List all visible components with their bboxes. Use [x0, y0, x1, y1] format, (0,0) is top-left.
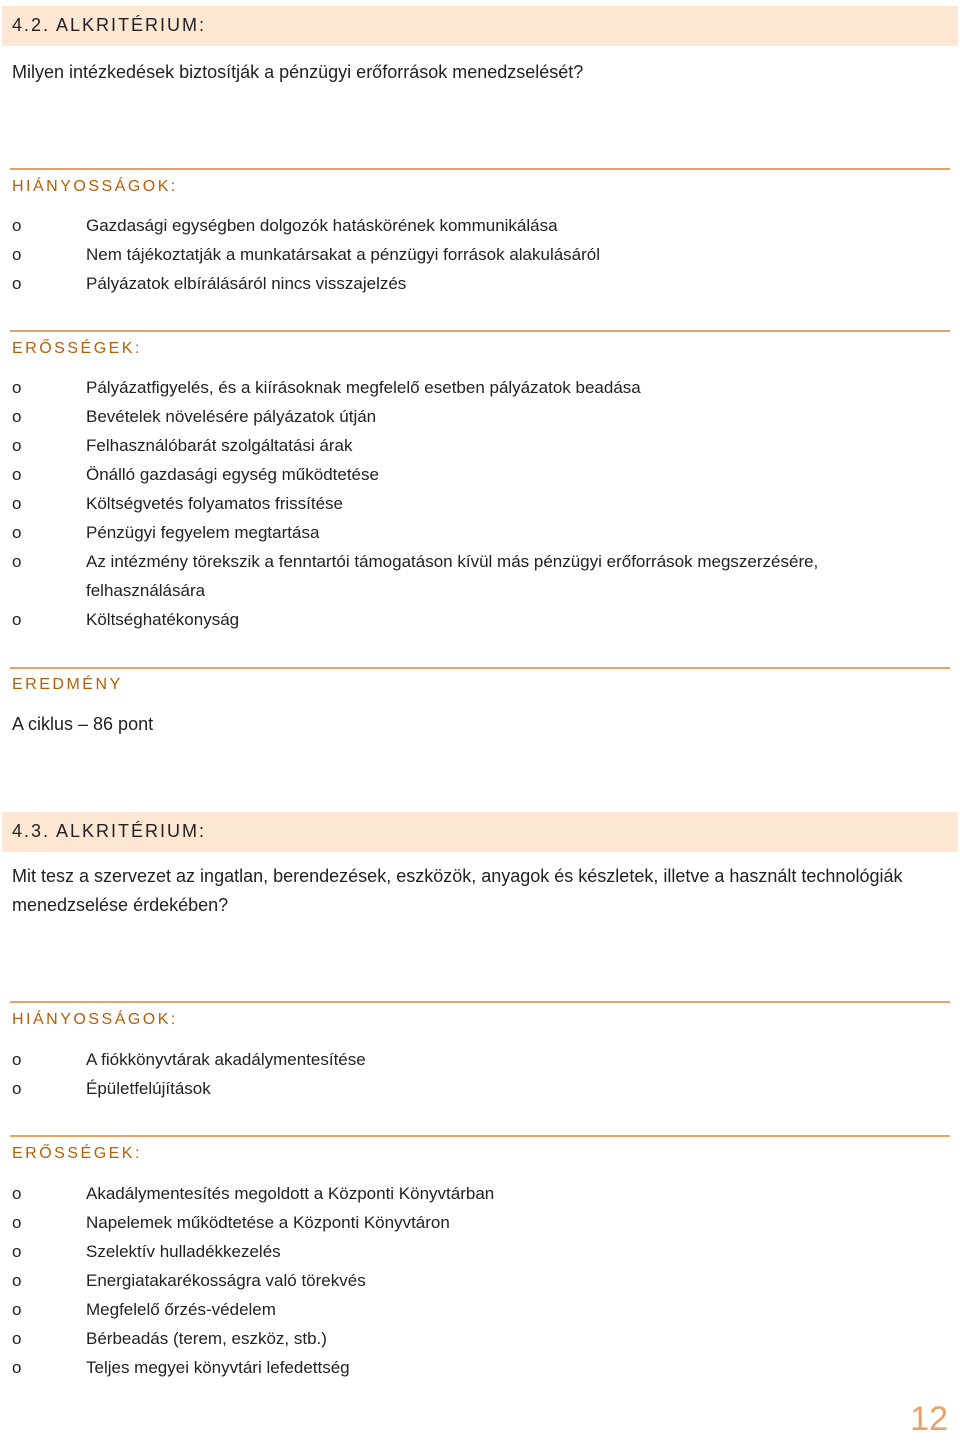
- bullet-icon: o: [12, 1329, 22, 1348]
- bullet-icon: o: [12, 274, 22, 293]
- section-title-band: [2, 6, 958, 46]
- bullet-icon: o: [12, 1213, 22, 1232]
- list-item: [0, 518, 960, 547]
- list-item: [0, 1295, 960, 1324]
- list-item: [0, 1045, 960, 1074]
- list-item-text: A fiókkönyvtárak akadálymentesítése: [86, 1050, 366, 1069]
- list-item-text: Energiatakarékosságra való törekvés: [86, 1271, 366, 1290]
- list-item-text: Napelemek működtetése a Központi Könyvtáron: [86, 1213, 450, 1232]
- list-item: [0, 460, 960, 489]
- bullet-icon: o: [12, 407, 22, 426]
- bullet-icon: o: [12, 523, 22, 542]
- section-title: 4.2. ALKRITÉRIUM:: [12, 15, 207, 35]
- list-item: [0, 431, 960, 460]
- section-title: 4.3. ALKRITÉRIUM:: [12, 821, 207, 841]
- list-item: [0, 1179, 960, 1208]
- list-item: [0, 1266, 960, 1295]
- list-item: [0, 1324, 960, 1353]
- list-item-text: Megfelelő őrzés-védelem: [86, 1300, 276, 1319]
- bullet-icon: o: [12, 1271, 22, 1290]
- bullet-icon: o: [12, 465, 22, 484]
- list-item-text: Pénzügyi fegyelem megtartása: [86, 523, 320, 542]
- strengths-list: [0, 373, 960, 634]
- list-item-text: Bérbeadás (terem, eszköz, stb.): [86, 1329, 327, 1348]
- list-item: [0, 1074, 960, 1103]
- list-item-text: Szelektív hulladékkezelés: [86, 1242, 281, 1261]
- list-item-text: Az intézmény törekszik a fenntartói támogatáson kívül más pénzügyi erőforrások megszerzésére, felhasználására: [86, 552, 819, 600]
- bullet-icon: o: [12, 1079, 22, 1098]
- divider: [10, 168, 950, 170]
- bullet-icon: o: [12, 552, 22, 571]
- bullet-icon: o: [12, 436, 22, 455]
- list-item: [0, 489, 960, 518]
- section-title-band: [2, 812, 958, 852]
- strengths-list: [0, 1179, 960, 1382]
- bullet-icon: o: [12, 1184, 22, 1203]
- bullet-icon: o: [12, 1050, 22, 1069]
- bullet-icon: o: [12, 610, 22, 629]
- list-item-text: Önálló gazdasági egység működtetése: [86, 465, 379, 484]
- list-item: [0, 547, 960, 605]
- bullet-icon: o: [12, 378, 22, 397]
- list-item-text: Költséghatékonyság: [86, 610, 240, 629]
- weaknesses-heading: HIÁNYOSSÁGOK:: [12, 1011, 178, 1028]
- divider: [10, 1001, 950, 1003]
- list-item: [0, 1353, 960, 1382]
- list-item-text: Gazdasági egységben dolgozók hatáskörének kommunikálása: [86, 216, 558, 235]
- list-item: [0, 1237, 960, 1266]
- bullet-icon: o: [12, 1358, 22, 1377]
- list-item-text: Nem tájékoztatják a munkatársakat a pénzügyi források alakulásáról: [86, 245, 601, 264]
- divider: [10, 667, 950, 669]
- strengths-heading: ERŐSSÉGEK:: [12, 340, 142, 357]
- bullet-icon: o: [12, 216, 22, 235]
- strengths-heading: ERŐSSÉGEK:: [12, 1145, 142, 1162]
- list-item-text: Akadálymentesítés megoldott a Központi Könyvtárban: [86, 1184, 495, 1203]
- list-item-text: Épületfelújítások: [86, 1079, 211, 1098]
- list-item-text: Bevételek növelésére pályázatok útján: [86, 407, 377, 426]
- list-item: [0, 605, 960, 634]
- section-question: Milyen intézkedések biztosítják a pénzügyi erőforrások menedzselését?: [12, 62, 584, 82]
- bullet-icon: o: [12, 1300, 22, 1319]
- list-item: [0, 402, 960, 431]
- list-item: [0, 269, 960, 298]
- divider: [10, 330, 950, 332]
- section-question: Mit tesz a szervezet az ingatlan, berendezések, eszközök, anyagok és készletek, illetve a használt technológiák menedzselése érdekében?: [12, 866, 903, 915]
- weaknesses-heading: HIÁNYOSSÁGOK:: [12, 178, 178, 195]
- page-number: 12: [910, 1400, 948, 1438]
- list-item: [0, 1208, 960, 1237]
- weaknesses-list: [0, 1045, 960, 1103]
- weaknesses-list: [0, 211, 960, 298]
- list-item: [0, 211, 960, 240]
- result-text: A ciklus – 86 pont: [12, 714, 154, 734]
- result-heading: EREDMÉNY: [12, 676, 123, 693]
- list-item-text: Költségvetés folyamatos frissítése: [86, 494, 344, 513]
- bullet-icon: o: [12, 245, 22, 264]
- bullet-icon: o: [12, 494, 22, 513]
- list-item: [0, 240, 960, 269]
- list-item: [0, 373, 960, 402]
- list-item-text: Pályázatfigyelés, és a kiírásoknak megfelelő esetben pályázatok beadása: [86, 378, 641, 397]
- list-item-text: Pályázatok elbírálásáról nincs visszajelzés: [86, 274, 407, 293]
- divider: [10, 1135, 950, 1137]
- list-item-text: Felhasználóbarát szolgáltatási árak: [86, 436, 353, 455]
- bullet-icon: o: [12, 1242, 22, 1261]
- list-item-text: Teljes megyei könyvtári lefedettség: [86, 1358, 350, 1377]
